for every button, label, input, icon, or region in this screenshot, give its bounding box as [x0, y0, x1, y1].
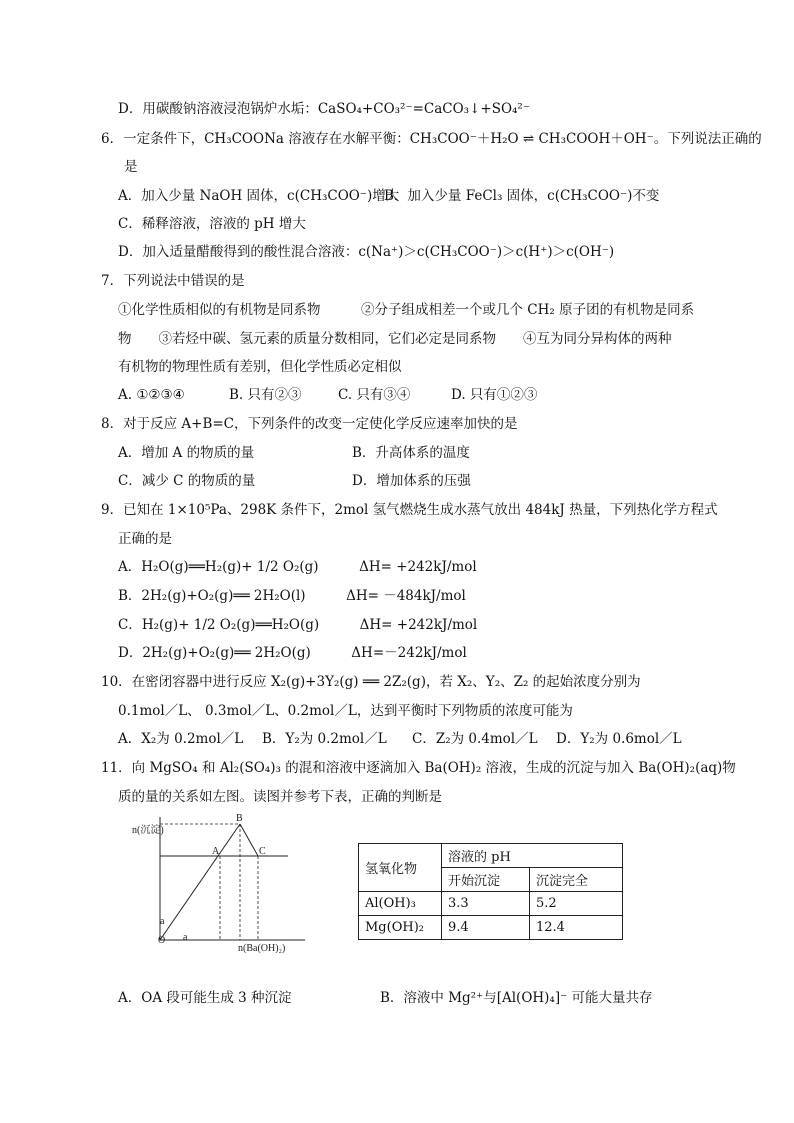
q8-stem: 8．对于反应 A+B=C，下列条件的改变一定使化学反应速率加快的是 — [101, 416, 518, 432]
q6-option-b: B．加入少量 FeCl₃ 固体，c(CH₃COO⁻)不变 — [384, 188, 660, 204]
q6-stem-line1: 6．一定条件下，CH₃COONa 溶液存在水解平衡：CH₃COO⁻＋H₂O ⇌ CH₃COOH＋OH⁻。下列说法正确的 — [101, 131, 762, 147]
graph-xlabel: n(Ba(OH)₂) — [238, 943, 286, 954]
table-row — [359, 892, 623, 916]
graph-point-b: B — [236, 813, 243, 824]
q11-option-a: A．OA 段可能生成 3 种沉淀 — [118, 990, 292, 1006]
table-cell-complete: 5.2 — [530, 892, 623, 916]
graph-point-a: A — [212, 846, 220, 857]
q6-option-d: D．加入适量醋酸得到的酸性混合溶液：c(Na⁺)＞c(CH₃COO⁻)＞c(H⁺)＞c(OH⁻) — [118, 244, 615, 260]
q6-stem-line2: 是 — [124, 159, 138, 175]
table-header-hydroxide: 氢氧化物 — [359, 844, 442, 892]
table-row — [359, 916, 623, 940]
precipitation-graph — [130, 812, 310, 957]
q6-option-c: C．稀释溶液，溶液的 pH 增大 — [118, 216, 306, 232]
q8-option-d: D．增加体系的压强 — [352, 473, 471, 489]
q10-option-a: A．X₂为 0.2mol／L — [118, 731, 244, 747]
q9-stem-line1: 9．已知在 1×10⁵Pa、298K 条件下，2mol 氢气燃烧生成水蒸气放出 484kJ 热量，下列热化学方程式 — [101, 502, 718, 518]
table-cell-name: Al(OH)₃ — [359, 892, 442, 916]
q10-stem-line2: 0.1mol／L、 0.3mol／L、0.2mol／L，达到平衡时下列物质的浓度可能为 — [118, 703, 573, 719]
q10-option-c: C．Z₂为 0.4mol／L — [412, 731, 538, 747]
graph-tick-x: a — [183, 932, 188, 943]
q8-option-b: B．升高体系的温度 — [352, 445, 470, 461]
q10-stem-line1: 10．在密闭容器中进行反应 X₂(g)+3Y₂(g) ══ 2Z₂(g)，若 X₂、Y₂、Z₂ 的起始浓度分别为 — [101, 674, 641, 690]
q7-statement-line1: ①化学性质相似的有机物是同系物 ②分子组成相差一个或几个 CH₂ 原子团的有机物是同系 — [118, 302, 695, 318]
q9-option-b: B．2H₂(g)+O₂(g)══ 2H₂O(l) ΔH= －484kJ/mol — [118, 588, 466, 604]
q7-option-b: B. 只有②③ — [229, 387, 302, 403]
q7-stem: 7．下列说法中错误的是 — [101, 273, 245, 289]
q8-option-c: C．减少 C 的物质的量 — [118, 473, 256, 489]
q7-statement-line2: 物 ③若烃中碳、氢元素的质量分数相同，它们必定是同系物 ④互为同分异构体的两种 — [118, 331, 672, 347]
curve-oa — [160, 824, 240, 940]
graph-ylabel: n(沉淀) — [132, 825, 164, 836]
table-cell-name: Mg(OH)₂ — [359, 916, 442, 940]
q7-option-d: D. 只有①②③ — [451, 387, 538, 403]
q6-option-a: A．加入少量 NaOH 固体，c(CH₃COO⁻)增大 — [118, 188, 400, 204]
q11-option-b: B．溶液中 Mg²⁺与[Al(OH)₄]⁻ 可能大量共存 — [380, 990, 653, 1006]
graph-point-c: C — [259, 846, 266, 857]
hydroxide-ph-table — [358, 843, 623, 940]
q9-option-a: A．H₂O(g)══H₂(g)+ 1/2 O₂(g) ΔH= +242kJ/mol — [118, 559, 477, 575]
q9-option-c: C．H₂(g)+ 1/2 O₂(g)══H₂O(g) ΔH= +242kJ/mol — [118, 617, 478, 633]
q10-option-b: B．Y₂为 0.2mol／L — [262, 731, 387, 747]
q9-option-d: D．2H₂(g)+O₂(g)══ 2H₂O(g) ΔH=－242kJ/mol — [118, 645, 467, 661]
q5-option-d: D．用碳酸钠溶液浸泡锅炉水垢：CaSO₄+CO₃²⁻=CaCO₃↓+SO₄²⁻ — [118, 101, 530, 117]
q8-option-a: A．增加 A 的物质的量 — [118, 445, 255, 461]
q11-stem-line1: 11．向 MgSO₄ 和 Al₂(SO₄)₃ 的混和溶液中逐滴加入 Ba(OH)₂ 溶液，生成的沉淀与加入 Ba(OH)₂(aq)物 — [101, 760, 736, 776]
table-cell-start: 9.4 — [442, 916, 530, 940]
table-cell-start: 3.3 — [442, 892, 530, 916]
q9-stem-line2: 正确的是 — [118, 531, 172, 547]
q11-stem-line2: 质的量的关系如左图。读图并参考下表，正确的判断是 — [118, 789, 442, 805]
curve-bc — [240, 824, 258, 856]
table-header-ph: 溶液的 pH — [442, 844, 623, 868]
q10-option-d: D．Y₂为 0.6mol／L — [556, 731, 682, 747]
table-header-complete: 沉淀完全 — [530, 868, 623, 892]
graph-origin: O — [158, 935, 166, 946]
graph-tick-y: a — [160, 916, 165, 927]
q7-option-a: A. ①②③④ — [118, 387, 185, 403]
q7-statement-line3: 有机物的物理性质有差别，但化学性质必定相似 — [118, 359, 402, 375]
q7-option-c: C. 只有③④ — [338, 387, 411, 403]
table-header-start: 开始沉淀 — [442, 868, 530, 892]
table-cell-complete: 12.4 — [530, 916, 623, 940]
